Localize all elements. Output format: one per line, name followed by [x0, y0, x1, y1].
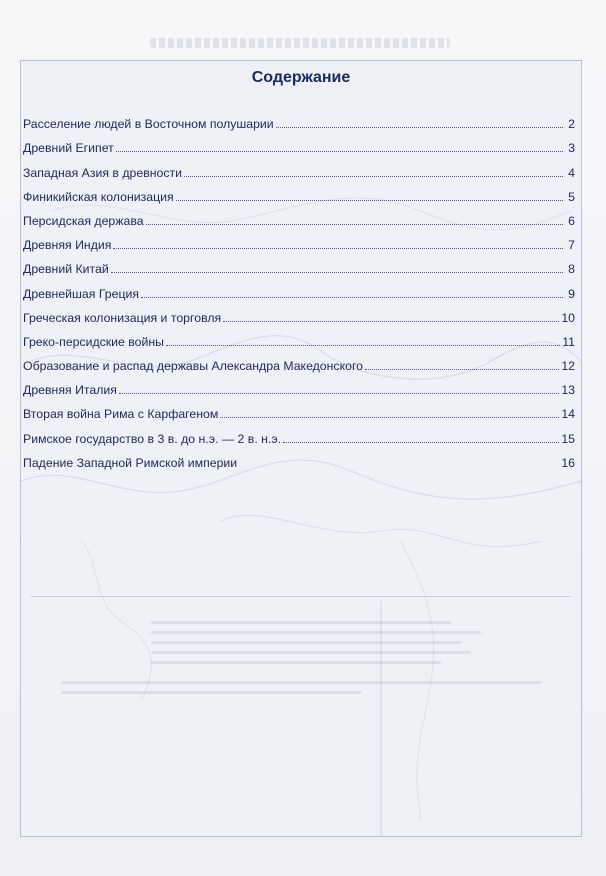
toc-entry-label: Греко-персидские войны [23, 334, 165, 349]
toc-entry [23, 131, 575, 155]
toc-entry-label: Древний Китай [23, 262, 109, 277]
toc-entry-page: 5 [568, 189, 575, 204]
toc-entry-label: Греческая колонизация и торговля [23, 310, 222, 325]
faded-legend-line [151, 631, 481, 634]
toc-leader-dots [146, 223, 563, 225]
toc-entry-page: 2 [568, 117, 575, 132]
toc-entry-page: 12 [561, 359, 575, 374]
toc-leader-dots [283, 441, 559, 443]
toc-entry-page: 13 [561, 383, 575, 398]
faded-legend-line [151, 641, 461, 644]
toc-entry-label: Римское государство в 3 в. до н.э. — 2 в. н.э. [23, 431, 282, 446]
toc-entry-page: 16 [561, 455, 575, 470]
faded-legend-area [31, 596, 571, 832]
toc-leader-dots [141, 296, 563, 298]
faded-legend-line [151, 661, 441, 664]
faded-legend-line [151, 651, 471, 654]
toc-leader-dots [223, 320, 559, 322]
toc-entry-page: 3 [568, 141, 575, 156]
toc-title: Содержание [251, 69, 351, 86]
toc-leader-dots [111, 271, 563, 273]
toc-entry [23, 301, 575, 325]
toc-entry [23, 397, 575, 421]
toc-leader-dots [119, 392, 559, 394]
toc-leader-dots [113, 247, 563, 249]
toc-entry [23, 155, 575, 179]
toc-entry-label: Падение Западной Римской империи [23, 455, 238, 470]
toc-entry-page: 15 [561, 431, 575, 446]
toc-entry [23, 107, 575, 131]
toc-leader-dots [365, 368, 559, 370]
bleed-through-text [150, 38, 450, 48]
toc-entry-label: Древняя Италия [23, 383, 117, 398]
faded-legend-line [61, 681, 541, 684]
toc-leader-dots [116, 150, 563, 152]
toc-entry-label: Вторая война Рима с Карфагеном [23, 407, 219, 422]
toc-entry-page: 8 [568, 262, 575, 277]
toc-entry [23, 349, 575, 373]
toc-entry [23, 373, 575, 397]
faded-legend-line [61, 691, 361, 694]
toc-entry-label: Западная Азия в древности [23, 165, 183, 180]
toc-entry [23, 228, 575, 252]
toc-leader-dots [166, 344, 560, 346]
toc-leader-dots [239, 465, 559, 467]
toc-entry-label: Образование и распад державы Александра Македонского [23, 359, 363, 374]
toc-entry-label: Древнейшая Греция [23, 286, 140, 301]
toc-entry-page: 4 [568, 165, 575, 180]
toc-entry [23, 252, 575, 276]
toc-entry [23, 421, 575, 445]
toc-entry-page: 14 [561, 407, 575, 422]
toc-leader-dots [184, 175, 563, 177]
toc-entry [23, 180, 575, 204]
toc-entry-page: 11 [562, 334, 575, 349]
toc-list [23, 107, 575, 470]
toc-entry-page: 7 [568, 238, 575, 253]
toc-entry-page: 9 [568, 286, 575, 301]
toc-entry-page: 10 [561, 310, 575, 325]
toc-entry [23, 204, 575, 228]
toc-entry-label: Финикийская колонизация [23, 189, 174, 204]
toc-leader-dots [276, 126, 563, 128]
toc-entry [23, 446, 575, 470]
toc-entry-label: Расселение людей в Восточном полушарии [23, 117, 274, 132]
faded-legend-line [151, 621, 451, 624]
map-frame [20, 60, 582, 837]
toc-entry-label: Древняя Индия [23, 238, 112, 253]
toc-entry [23, 276, 575, 300]
toc-entry [23, 325, 575, 349]
toc-leader-dots [220, 416, 559, 418]
toc-leader-dots [176, 199, 563, 201]
toc-entry-page: 6 [568, 213, 575, 228]
toc-entry-label: Древний Египет [23, 141, 114, 156]
toc-entry-label: Персидская держава [23, 213, 144, 228]
